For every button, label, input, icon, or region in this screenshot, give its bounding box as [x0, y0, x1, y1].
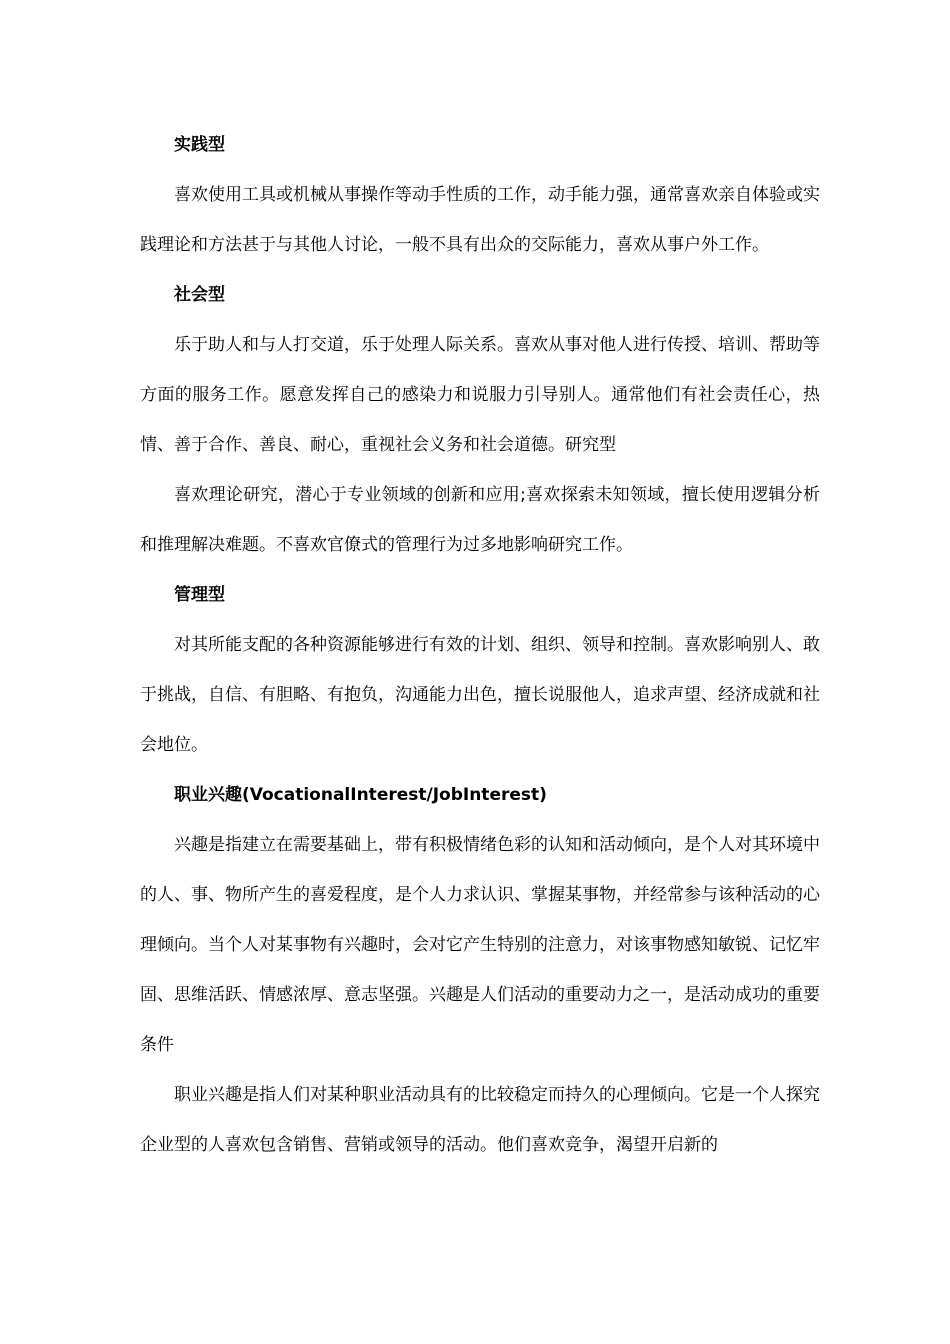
paragraph-management: 对其所能支配的各种资源能够进行有效的计划、组织、领导和控制。喜欢影响别人、敢于挑战，自信、有胆略、有抱负，沟通能力出色，擅长说服他人，追求声望、经济成就和社会地位。 [140, 635, 820, 755]
paragraph-practical: 喜欢使用工具或机械从事操作等动手性质的工作，动手能力强，通常喜欢亲自体验或实践理论和方法甚于与其他人讨论，一般不具有出众的交际能力，喜欢从事户外工作。 [140, 185, 820, 255]
section-heading-management: 管理型 [174, 585, 225, 605]
paragraph-social: 乐于助人和与人打交道，乐于处理人际关系。喜欢从事对他人进行传授、培训、帮助等方面的服务工作。愿意发挥自己的感染力和说服力引导别人。通常他们有社会责任心，热情、善于合作、善良、耐心，重视社会义务和社会道德。研究型 [140, 335, 820, 455]
paragraph-research: 喜欢理论研究，潜心于专业领域的创新和应用;喜欢探索未知领域，擅长使用逻辑分析和推理解决难题。不喜欢官僚式的管理行为过多地影响研究工作。 [140, 485, 820, 555]
section-heading-social: 社会型 [174, 285, 225, 305]
section-heading-practical: 实践型 [174, 135, 225, 155]
section-heading-vocational-interest: 职业兴趣(VocationalInterest/JobInterest) [174, 785, 547, 805]
paragraph-interest-definition: 兴趣是指建立在需要基础上，带有积极情绪色彩的认知和活动倾向，是个人对其环境中的人、事、物所产生的喜爱程度，是个人力求认识、掌握某事物，并经常参与该种活动的心理倾向。当个人对某事物有兴趣时，会对它产生特别的注意力，对该事物感知敏锐、记忆牢固、思维活跃、情感浓厚、意志坚强。兴趣是人们活动的重要动力之一，是活动成功的重要条件 [140, 835, 820, 1055]
document-body [140, 120, 820, 1170]
paragraph-vocational-interest: 职业兴趣是指人们对某种职业活动具有的比较稳定而持久的心理倾向。它是一个人探究企业型的人喜欢包含销售、营销或领导的活动。他们喜欢竞争，渴望开启新的 [140, 1085, 820, 1155]
